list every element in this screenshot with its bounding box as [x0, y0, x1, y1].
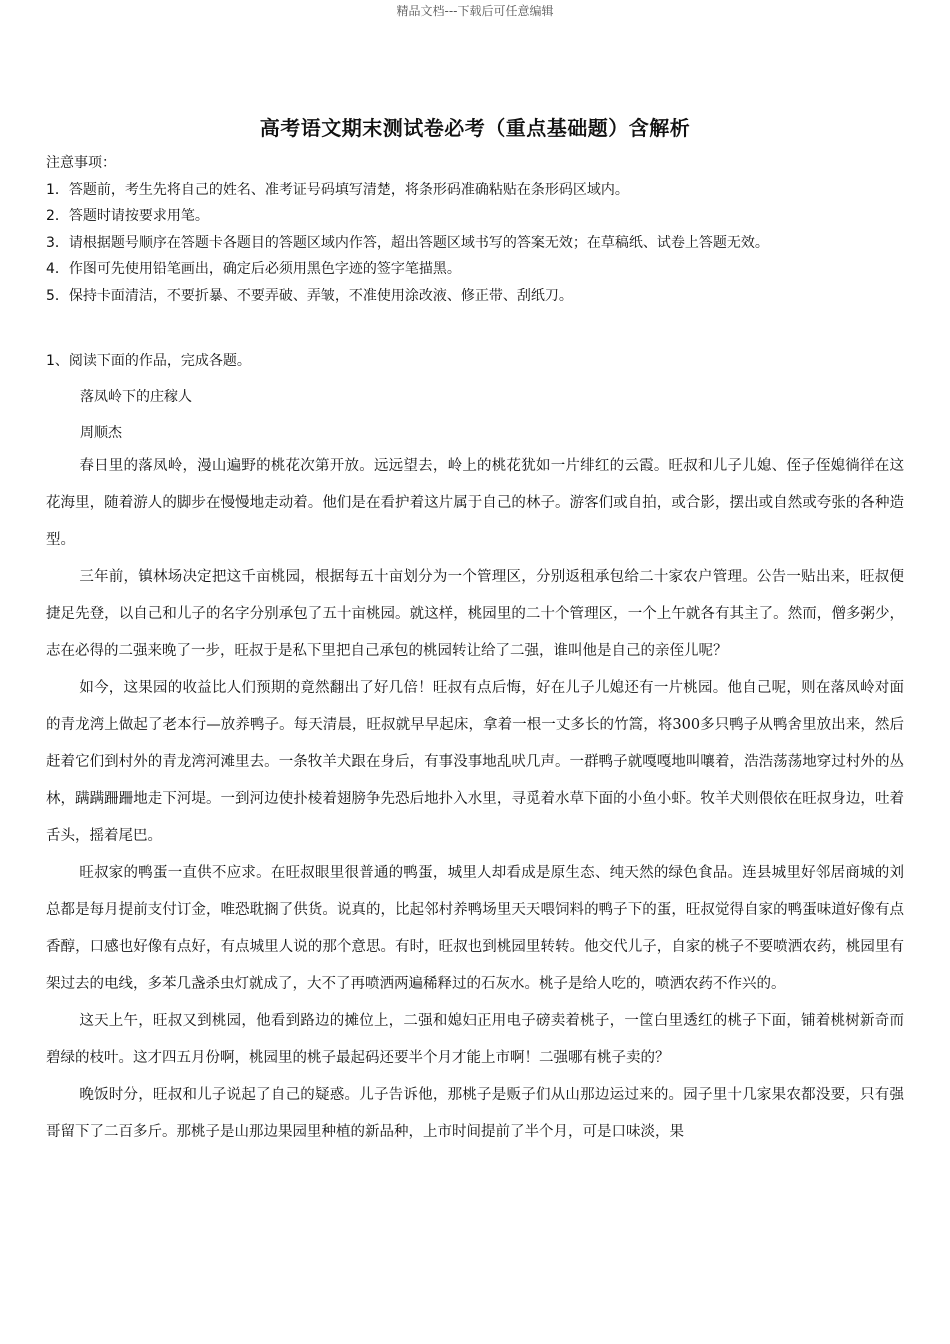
article-paragraph: 旺叔家的鸭蛋一直供不应求。在旺叔眼里很普通的鸭蛋，城里人却看成是原生态、纯天然的绿色食品。连县城里好邻居商城的刘总都是每月提前支付订金，唯恐耽搁了供货。说真的，比起邻村养鸭场里天天喂饲料的鸭子下的蛋，旺叔觉得自家的鸭蛋味道好像有点香醇，口感也好像有点好，有点城里人说的那个意思。有时，旺叔也到桃园里转转。他交代儿子，自家的桃子不要喷洒农药，桃园里有架过去的电线，多苯几盏杀虫灯就成了，大不了再喷洒两遍稀释过的石灰水。桃子是给人吃的，喷洒农药不作兴的。 [46, 865, 904, 992]
article-body [46, 448, 904, 1151]
notice-item: 4．作图可先使用铅笔画出，确定后必须用黑色字迹的签字笔描黑。 [46, 261, 461, 278]
notice-item: 5．保持卡面清洁，不要折暴、不要弄破、弄皱，不准使用涂改液、修正带、刮纸刀。 [46, 287, 573, 304]
page-title: 高考语文期末测试卷必考（重点基础题）含解析 [259, 116, 691, 140]
notice-section [46, 150, 926, 310]
article-paragraph: 如今，这果园的收益比人们预期的竟然翻出了好几倍！旺叔有点后悔，好在儿子儿媳还有一片桃园。他自己呢，则在落凤岭对面的青龙湾上做起了老本行—放养鸭子。每天清晨，旺叔就早早起床，拿着一根一丈多长的竹篙，将300多只鸭子从鸭舍里放出来，然后赶着它们到村外的青龙湾河滩里去。一条牧羊犬跟在身后，有事没事地乱吠几声。一群鸭子就嘎嘎地叫嚷着，浩浩荡荡地穿过村外的丛林，蹒蹒跚跚地走下河堤。一到河边使扑棱着翅膀争先恐后地扑入水里，寻觅着水草下面的小鱼小虾。牧羊犬则偎依在旺叔身边，吐着舌头，摇着尾巴。 [46, 680, 904, 844]
article-paragraph: 三年前，镇林场决定把这千亩桃园，根据每五十亩划分为一个管理区，分别返租承包给二十家农户管理。公告一贴出来，旺叔便捷足先登，以自己和儿子的名字分别承包了五十亩桃园。就这样，桃园里的二十个管理区，一个上午就各有其主了。然而，僧多粥少，志在必得的二强来晚了一步，旺叔于是私下里把自己承包的桃园转让给了二强，谁叫他是自己的亲侄儿呢？ [46, 569, 904, 659]
article-author: 周顺杰 [80, 425, 122, 441]
notice-heading: 注意事项： [46, 155, 116, 171]
notice-item: 3．请根据题号顺序在答题卡各题目的答题区域内作答，超出答题区域书写的答案无效；在草稿纸、试卷上答题无效。 [46, 234, 769, 251]
article-paragraph: 晚饭时分，旺叔和儿子说起了自己的疑惑。儿子告诉他，那桃子是贩子们从山那边运过来的。园子里十几家果农都没要，只有强哥留下了二百多斤。那桃子是山那边果园里种植的新品种，上市时间提前了半个月，可是口味淡，果 [46, 1087, 904, 1140]
question-prompt: 1、阅读下面的作品，完成各题。 [46, 353, 251, 369]
notice-item: 1．答题前，考生先将自己的姓名、准考证号码填写清楚，将条形码准确粘贴在条形码区域内。 [46, 181, 629, 198]
article-paragraph: 春日里的落凤岭，漫山遍野的桃花次第开放。远远望去，岭上的桃花犹如一片绯红的云霞。旺叔和儿子儿媳、侄子侄媳徜徉在这花海里，随着游人的脚步在慢慢地走动着。他们是在看护着这片属于自己的林子。游客们或自拍，或合影，摆出或自然或夸张的各种造型。 [46, 458, 904, 548]
article-paragraph: 这天上午，旺叔又到桃园，他看到路边的摊位上，二强和媳妇正用电子磅卖着桃子，一筐白里透红的桃子下面，铺着桃树新奇而碧绿的枝叶。这才四五月份啊，桃园里的桃子最起码还要半个月才能上市啊！二强哪有桃子卖的？ [46, 1013, 904, 1066]
page-header: 精品文档---下载后可任意编辑 [396, 4, 554, 18]
article-title: 落凤岭下的庄稼人 [80, 389, 192, 405]
notice-item: 2．答题时请按要求用笔。 [46, 208, 209, 225]
